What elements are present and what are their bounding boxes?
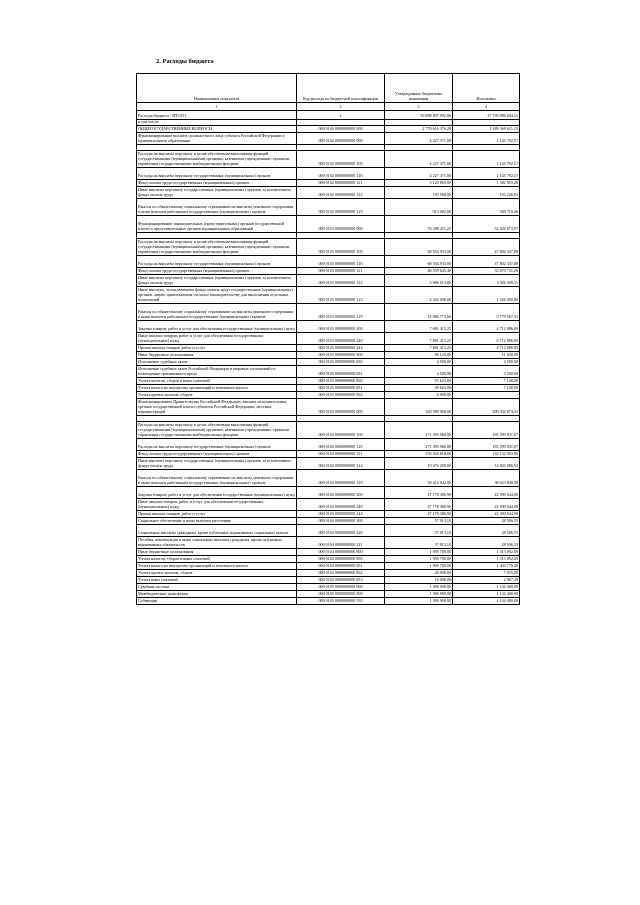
row-executed: 369 710,46 [453,199,520,216]
row-approved: 47 178 386,90 [385,511,453,518]
row-name: Судебная система [137,584,297,591]
row-name: Закупка товаров, работ и услуг для обеспечения государственных (муниципальных) нужд [137,487,297,499]
column-number: 4 [453,103,520,111]
row-code: 000 0102 0000000000 129 [297,199,385,216]
row-executed: 209 332 874,31 [453,399,520,416]
row-approved: 2 770 616 376,28 [385,126,453,133]
row-executed: 22 390 644,00 [453,511,520,518]
table-row [137,187,520,199]
row-approved: 48 559 645,40 [385,268,453,275]
row-name: Прочая закупка товаров, работ и услуг [137,345,297,352]
row-executed: 22 390 644,00 [453,487,520,499]
row-code: 000 0104 0000000000 129 [297,470,385,487]
row-executed: 3 026 049,31 [453,275,520,287]
table-row [137,366,520,378]
row-code: 000 0103 0000000000 129 [297,304,385,321]
row-code: 000 0102 0000000000 121 [297,180,385,187]
column-number-row [137,103,520,111]
row-name: Закупка товаров, работ и услуг для обеспечения государственных (муниципальных) нужд [137,321,297,333]
row-name: Расходы на выплаты персоналу в целях обеспечения выполнения функций государственными (муниципальными) органами, казенными учреждениями, органами управления государственными внебюджетными фондами [137,239,297,256]
table-row [137,133,520,145]
row-name: Уплата налогов, сборов и иных платежей [137,556,297,563]
row-executed: 1 304 770,40 [453,563,520,570]
row-name: Иные бюджетные ассигнования [137,352,297,359]
row-approved: 1 396 900,00 [385,591,453,598]
header-executed: Исполнено [453,74,520,103]
table-row [137,563,520,570]
table-row [137,345,520,352]
row-approved: 57 013,10 [385,518,453,525]
header-name: Наименование показателя [137,74,297,103]
column-number: 1 [137,103,297,111]
row-code: 000 0102 0000000000 100 [297,151,385,168]
table-row [137,126,520,133]
row-name: Иные выплаты персоналу государственных (муниципальных) органов, за исключением фонда оплаты труда [137,187,297,199]
table-row [137,304,520,321]
row-code: 000 0103 0000000000 121 [297,268,385,275]
header-code: Код расхода по бюджетной классификации [297,74,385,103]
row-executed: 2 145 792,57 [453,168,520,180]
row-approved: 271 393 960,00 [385,439,453,451]
row-code: 000 0103 0000000000 200 [297,321,385,333]
row-executed: 2 145 792,57 [453,151,520,168]
row-code: 000 0104 0000000000 121 [297,451,385,458]
row-code: 000 0102 0000000000 120 [297,168,385,180]
row-name: Пособия, компенсации и иные социальные выплаты гражданам, кроме публичных нормативных обязательств [137,537,297,549]
table-row [137,399,520,416]
row-executed: 7 055,00 [453,570,520,577]
row-name: Расходы на выплаты персоналу государственных (муниципальных) органов [137,256,297,268]
row-approved: 49 623,00 [385,385,453,392]
table-row [137,439,520,451]
table-row [137,385,520,392]
row-name: Иные выплаты, за исключением фонда оплаты труда государственных (муниципальных) органов, лицам, привлекаемым согласно законодательству для выполнения отдельных полномочий [137,287,297,304]
row-executed: 14 843 986,53 [453,458,520,470]
row-name: Расходы на выплаты персоналу государственных (муниципальных) органов [137,439,297,451]
row-executed: 52 526 873,97 [453,216,520,233]
column-number: 3 [385,103,453,111]
table-row [137,458,520,470]
table-row [137,556,520,563]
row-name: Прочая закупка товаров, работ и услуг [137,511,297,518]
table-row [137,352,520,359]
row-code: 000 0103 0000000000 244 [297,345,385,352]
table-row [137,287,520,304]
row-executed: 1 582 855,28 [453,180,520,187]
row-approved: 14 066 773,60 [385,304,453,321]
table-row [137,111,520,120]
row-name: Расходы на выплаты персоналу в целях обеспечения выполнения функций государственными (муниципальными) органами, казенными учреждениями, органами управления государственными внебюджетными фондами [137,151,297,168]
row-executed: 4 712 886,09 [453,333,520,345]
row-executed: 132 132 003,96 [453,451,520,458]
table-row [137,598,520,605]
row-executed: - [453,392,520,399]
table-row [137,256,520,268]
row-name: Иные выплаты персоналу государственных (муниципальных) органов, за исключением фонда оплаты труда [137,275,297,287]
row-approved: 3 120 869,00 [385,180,453,187]
row-executed: 22 390 644,00 [453,499,520,511]
table-row [137,487,520,499]
table-row [137,168,520,180]
table-row [137,525,520,537]
row-executed: 4 712 886,09 [453,345,520,352]
row-code: 000 0103 0000000000 851 [297,385,385,392]
row-executed: 2 067,29 [453,577,520,584]
table-row [137,239,520,256]
row-executed: 38 623 840,58 [453,470,520,487]
row-approved: 57 013,10 [385,537,453,549]
row-approved: 4 227 371,00 [385,151,453,168]
row-approved: 7 681 415,25 [385,333,453,345]
row-executed: 28 506,55 [453,518,520,525]
row-executed: 37 793 086 694,15 [453,111,520,120]
table-row [137,511,520,518]
row-executed: 1 489 369 611,15 [453,126,520,133]
row-approved: 1 396 900,00 [385,584,453,591]
row-approved: 10 000,00 [385,577,453,584]
row-approved: 913 002,00 [385,199,453,216]
row-code: 000 0102 0000000000 000 [297,133,385,145]
row-approved: 7 681 415,25 [385,321,453,333]
header-row [137,74,520,103]
row-code: x [297,111,385,120]
row-approved: 47 178 386,90 [385,487,453,499]
row-executed: 28 506,55 [453,525,520,537]
row-approved: 4 500,00 [385,359,453,366]
row-code: 000 0104 0000000000 200 [297,487,385,499]
table-row [137,392,520,399]
row-name: Уплата иных платежей [137,577,297,584]
table-row [137,451,520,458]
row-executed: 4 500,00 [453,366,520,378]
row-name: Исполнение судебных актов Российской Федерации и мировых соглашений по возмещению причиненного вреда [137,366,297,378]
row-approved: 56 888 897 092,06 [385,111,453,120]
table-row [137,518,520,525]
row-name: Функционирование высшего должностного лица субъекта Российской Федерации и муниципального образования [137,133,297,145]
table-row [137,275,520,287]
row-code: 000 0103 0000000000 120 [297,256,385,268]
row-name: Межбюджетные трансферты [137,591,297,598]
table-row [137,584,520,591]
row-approved: 55 623,00 [385,378,453,385]
row-code: 000 0104 0000000000 120 [297,439,385,451]
row-approved: 68 554 933,00 [385,256,453,268]
row-code: 000 0105 0000000000 000 [297,584,385,591]
row-approved: 7 681 415,25 [385,345,453,352]
row-code: 000 0104 0000000000 321 [297,537,385,549]
row-code: 000 0104 0000000000 000 [297,399,385,416]
row-approved: 1 909 700,00 [385,563,453,570]
row-code: 000 0103 0000000000 122 [297,275,385,287]
row-code: 000 0102 0000000000 122 [297,187,385,199]
row-code: 000 0103 0000000000 100 [297,239,385,256]
row-code: 000 0103 0000000000 830 [297,359,385,366]
row-executed: 47 802 347,88 [453,256,520,268]
row-executed: 33 670 731,26 [453,268,520,275]
table-row [137,359,520,366]
row-executed: 1 326 000,00 [453,287,520,304]
row-name: Фонд оплаты труда государственных (муниципальных) органов [137,451,297,458]
row-name: Уплата налога на имущество организаций и земельного налога [137,385,297,392]
row-code: 000 0103 0000000000 831 [297,366,385,378]
row-code: 000 0104 0000000000 851 [297,563,385,570]
row-executed: 1 313 892,69 [453,549,520,556]
row-name: в том числе: [137,120,297,126]
row-executed: 185 599 831,07 [453,439,520,451]
row-approved: 40 000,00 [385,570,453,577]
row-name: Расходы на выплаты персоналу в целях обеспечения выполнения функций государственными (муниципальными) органами, казенными учреждениями, органами управления государственными внебюджетными фондами [137,422,297,439]
table-row [137,577,520,584]
row-approved: 47 178 386,90 [385,499,453,511]
row-code: 000 0104 0000000000 300 [297,518,385,525]
row-code: 000 0105 0000000000 500 [297,591,385,598]
row-code: 000 0103 0000000000 852 [297,392,385,399]
row-approved: 19 474 200,00 [385,458,453,470]
row-executed: 1 313 892,69 [453,556,520,563]
row-code: 000 0104 0000000000 850 [297,556,385,563]
row-code: 000 0104 0000000000 122 [297,458,385,470]
table-row [137,549,520,556]
table-row [137,216,520,233]
row-name: Расходы на выплаты персоналу государственных (муниципальных) органов [137,168,297,180]
row-executed: 1 134 400,00 [453,584,520,591]
expenses-table [136,73,520,605]
row-code: 000 0104 0000000000 100 [297,422,385,439]
row-name: ОБЩЕГОСУДАРСТВЕННЫЕ ВОПРОСЫ [137,126,297,133]
row-executed: 193 226,83 [453,187,520,199]
table-row [137,470,520,487]
row-name: Взносы по обязательному социальному страхованию на выплаты денежного содержания и иные выплаты работникам государственных (муниципальных) органов [137,470,297,487]
row-executed: 47 802 347,88 [453,239,520,256]
row-executed: 4 500,00 [453,359,520,366]
row-name: Иные закупки товаров, работ и услуг для обеспечения государственных (муниципальных) нужд [137,499,297,511]
row-approved: 320 589 060,00 [385,399,453,416]
row-name: Расходы бюджета - ИТОГО [137,111,297,120]
table-row [137,537,520,549]
row-approved: 57 013,10 [385,525,453,537]
table-row [137,570,520,577]
table-row [137,422,520,439]
row-name: Взносы по обязательному социальному страхованию на выплаты денежного содержания и иные выплаты работникам государственных (муниципальных) органов [137,199,297,216]
row-code: 000 0104 0000000000 852 [297,570,385,577]
row-approved: 4 500,00 [385,366,453,378]
row-approved: 4 227 371,00 [385,133,453,145]
row-name: Взносы по обязательному социальному страхованию на выплаты денежного содержания и иные выплаты работникам государственных (муниципальных) органов [137,304,297,321]
row-approved: 60 123,00 [385,352,453,359]
header-approved: Утвержденные бюджетные назначения [385,74,453,103]
row-name: Уплата прочих налогов, сборов [137,392,297,399]
row-executed: 185 599 831,07 [453,422,520,439]
table-row [137,199,520,216]
table-body [137,111,520,605]
row-name: Фонд оплаты труда государственных (муниципальных) органов [137,180,297,187]
row-approved: 1 396 900,00 [385,598,453,605]
row-approved: 68 554 933,00 [385,239,453,256]
row-approved: 6 000,00 [385,392,453,399]
table-row [137,180,520,187]
row-code: 000 0104 0000000000 244 [297,511,385,518]
row-approved: 2 242 000,00 [385,287,453,304]
table-row [137,151,520,168]
row-approved: 1 959 700,00 [385,556,453,563]
row-approved: 271 393 960,00 [385,422,453,439]
row-name: Функционирование Правительства Российской Федерации, высших исполнительных органов государственной власти субъектов Российской Федерации, местных администраций [137,399,297,416]
row-approved: 193 504 818,00 [385,451,453,458]
row-name: Социальные выплаты гражданам, кроме публичных нормативных социальных выплат [137,525,297,537]
table-row [137,591,520,598]
row-code: 000 0104 0000000000 320 [297,525,385,537]
row-approved: 1 959 700,00 [385,549,453,556]
row-approved: 76 298 471,25 [385,216,453,233]
row-executed: 7 140,00 [453,378,520,385]
row-code: 000 0103 0000000000 240 [297,333,385,345]
row-name: Уплата прочих налогов, сборов [137,570,297,577]
row-code: 000 0103 0000000000 800 [297,352,385,359]
row-code: 000 0104 0000000000 800 [297,549,385,556]
row-name: Социальное обеспечение и иные выплаты населению [137,518,297,525]
row-code: 000 0104 0000000000 853 [297,577,385,584]
row-executed: 9 779 567,31 [453,304,520,321]
table-row [137,321,520,333]
column-number: 2 [297,103,385,111]
row-executed: 7 140,00 [453,385,520,392]
row-executed: 2 145 792,57 [453,133,520,145]
row-name: Уплата налогов, сборов и иных платежей [137,378,297,385]
row-approved: 4 227 371,00 [385,168,453,180]
table-row [137,333,520,345]
row-code: 000 0103 0000000000 850 [297,378,385,385]
row-name: Фонд оплаты труда государственных (муниципальных) органов [137,268,297,275]
row-executed: 4 712 886,09 [453,321,520,333]
row-name: Функционирование законодательных (представительных) органов государственной власти и представительных органов муниципальных образований [137,216,297,233]
page-title: 2. Расходы бюджета [156,58,214,65]
row-name: Уплата налога на имущество организаций и земельного налога [137,563,297,570]
row-name: Исполнение судебных актов [137,359,297,366]
row-code: 000 0104 0000000000 240 [297,499,385,511]
row-code: 000 0103 0000000000 000 [297,216,385,233]
row-executed: 11 640,00 [453,352,520,359]
row-code: 000 0100 0000000000 000 [297,126,385,133]
table-row [137,499,520,511]
row-code: 000 0105 0000000000 530 [297,598,385,605]
row-name: Иные бюджетные ассигнования [137,549,297,556]
row-approved: 193 500,00 [385,187,453,199]
row-name: Иные закупки товаров, работ и услуг для обеспечения государственных (муниципальных) нужд [137,333,297,345]
table-row [137,378,520,385]
table-row [137,268,520,275]
row-code: 000 0103 0000000000 123 [297,287,385,304]
row-executed: 1 134 400,00 [453,598,520,605]
row-executed: 1 134 400,00 [453,591,520,598]
row-name: Субвенции [137,598,297,605]
row-executed: 28 506,55 [453,537,520,549]
row-approved: 58 414 942,00 [385,470,453,487]
row-name: Иные выплаты персоналу государственных (муниципальных) органов, за исключением фонда оплаты труда [137,458,297,470]
row-approved: 3 686 514,00 [385,275,453,287]
